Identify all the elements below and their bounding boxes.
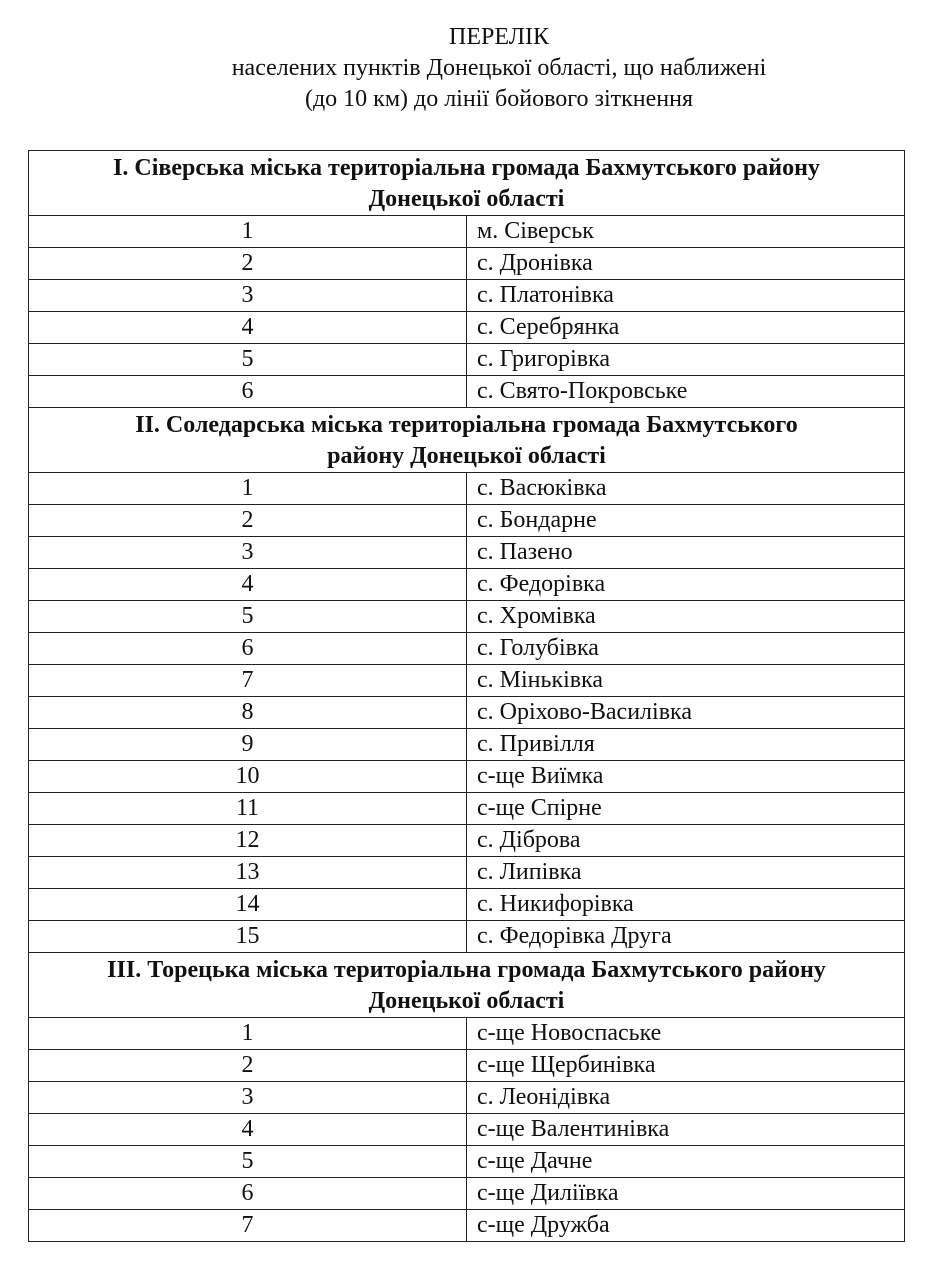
row-number: 1 [29,473,467,505]
settlement-name: с-ще Дачне [467,1146,905,1178]
table-row [29,1210,905,1242]
settlement-name: с. Серебрянка [467,312,905,344]
table-row [29,248,905,280]
table-row [29,825,905,857]
settlement-name: с. Міньківка [467,665,905,697]
settlement-name: с. Никифорівка [467,889,905,921]
row-number: 10 [29,761,467,793]
table-row [29,1178,905,1210]
row-number: 6 [29,1178,467,1210]
settlement-name: с. Голубівка [467,633,905,665]
section-title [29,408,905,473]
settlement-name: с-ще Валентинівка [467,1114,905,1146]
table-row [29,921,905,953]
row-number: 4 [29,569,467,601]
settlement-name: с-ще Спірне [467,793,905,825]
table-row [29,1114,905,1146]
settlement-name: с. Пазено [467,537,905,569]
table-row [29,729,905,761]
settlement-name: с. Платонівка [467,280,905,312]
settlement-name: с-ще Диліївка [467,1178,905,1210]
settlement-name: с-ще Новоспаське [467,1018,905,1050]
settlement-name: с. Свято-Покровське [467,376,905,408]
settlement-name: с. Григорівка [467,344,905,376]
row-number: 2 [29,505,467,537]
table-row [29,601,905,633]
section-title-line: III. Торецька міська територіальна громада Бахмутського району [107,957,826,983]
section-title-line: I. Сіверська міська територіальна громада Бахмутського району [113,155,820,181]
settlement-name: с. Діброва [467,825,905,857]
section-header-row [29,408,905,473]
row-number: 7 [29,1210,467,1242]
row-number: 6 [29,376,467,408]
table-row [29,889,905,921]
document-subtitle-line-2: (до 10 км) до лінії бойового зіткнення [304,86,694,112]
table-row [29,344,905,376]
row-number: 4 [29,1114,467,1146]
section-title [29,151,905,216]
settlement-name: с. Привілля [467,729,905,761]
settlement-name: с-ще Щербинівка [467,1050,905,1082]
table-row [29,537,905,569]
table-row [29,1018,905,1050]
row-number: 2 [29,1050,467,1082]
settlement-name: с. Федорівка [467,569,905,601]
row-number: 1 [29,1018,467,1050]
table-row [29,216,905,248]
row-number: 5 [29,344,467,376]
table-row [29,1050,905,1082]
row-number: 3 [29,537,467,569]
table-row [29,473,905,505]
row-number: 11 [29,793,467,825]
section-title-line: Донецької області [368,186,565,212]
settlement-name: с. Васюківка [467,473,905,505]
settlement-name: с. Бондарне [467,505,905,537]
section-header-row [29,151,905,216]
table-row [29,761,905,793]
section-title-line: Донецької області [368,988,565,1014]
settlement-name: с. Хромівка [467,601,905,633]
row-number: 8 [29,697,467,729]
section-title-line: району Донецької області [327,443,606,469]
table-row [29,1146,905,1178]
table-row [29,569,905,601]
row-number: 14 [29,889,467,921]
table-row [29,1082,905,1114]
row-number: 5 [29,601,467,633]
settlement-name: м. Сіверськ [467,216,905,248]
table-row [29,665,905,697]
row-number: 2 [29,248,467,280]
settlements-table [28,150,905,1242]
row-number: 7 [29,665,467,697]
table-row [29,376,905,408]
settlement-name: с. Федорівка Друга [467,921,905,953]
settlement-name: с-ще Виїмка [467,761,905,793]
section-header-row [29,953,905,1018]
row-number: 1 [29,216,467,248]
table-row [29,312,905,344]
document-title: ПЕРЕЛІК [449,24,549,50]
row-number: 15 [29,921,467,953]
settlement-name: с. Дронівка [467,248,905,280]
row-number: 4 [29,312,467,344]
table-row [29,505,905,537]
row-number: 5 [29,1146,467,1178]
table-row [29,697,905,729]
section-title-line: II. Соледарська міська територіальна громада Бахмутського [135,412,798,438]
row-number: 13 [29,857,467,889]
document-header [0,22,938,115]
row-number: 12 [29,825,467,857]
row-number: 9 [29,729,467,761]
section-title [29,953,905,1018]
settlement-name: с. Липівка [467,857,905,889]
document-subtitle-line-1: населених пунктів Донецької області, що наближені [231,55,767,81]
table-row [29,280,905,312]
row-number: 6 [29,633,467,665]
table-row [29,857,905,889]
settlement-name: с. Оріхово-Василівка [467,697,905,729]
table-row [29,793,905,825]
table-row [29,633,905,665]
row-number: 3 [29,280,467,312]
row-number: 3 [29,1082,467,1114]
settlement-name: с. Леонідівка [467,1082,905,1114]
settlement-name: с-ще Дружба [467,1210,905,1242]
